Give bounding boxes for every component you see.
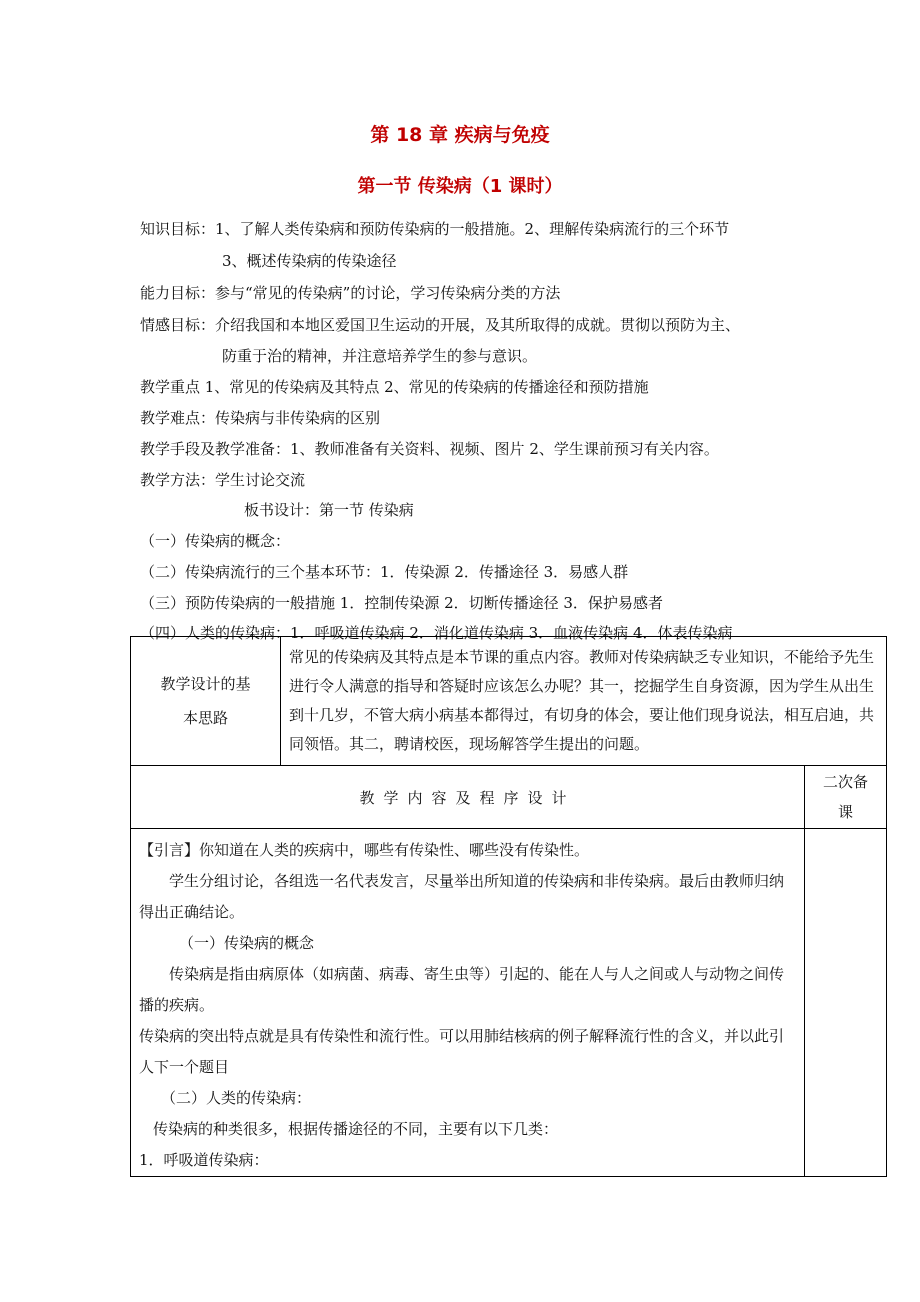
chapter-title: 第 18 章 疾病与免疫 [370, 124, 550, 146]
board-design-heading: 板书设计：第一节 传染病 [244, 501, 414, 519]
board-item-2: （二）传染病流行的三个基本环节：1．传染源 2．传播途径 3．易感人群 [140, 563, 629, 581]
board-item-4: （四）人类的传染病：1．呼吸道传染病 2．消化道传染病 3．血液传染病 4．体表传染病 [140, 624, 733, 642]
board-item-1: （一）传染病的概念： [140, 532, 291, 550]
key-points: 教学重点 1、常见的传染病及其特点 2、常见的传染病的传播途径和预防措施 [140, 378, 649, 396]
content-row [131, 829, 887, 1177]
board-item-3: （三）预防传染病的一般措施 1．控制传染源 2．切断传播途径 3．保护易感者 [140, 594, 663, 612]
types-intro: 传染病的种类很多，根据传播途径的不同，主要有以下几类： [153, 1120, 559, 1138]
respiratory-heading: 1．呼吸道传染病： [139, 1151, 269, 1169]
section-title: 第一节 传染病（1 课时） [357, 176, 563, 197]
content-header: 教学内容及程序设计 [131, 766, 805, 829]
discussion-paragraph: 学生分组讨论，各组选一名代表发言，尽量举出所知道的传染病和非传染病。最后由教师归纳得出正确结论。 [139, 872, 785, 921]
emotion-objective: 情感目标：介绍我国和本地区爱国卫生运动的开展，及其所取得的成就。贯彻以预防为主、 [140, 316, 741, 334]
teaching-method: 教学方法：学生讨论交流 [140, 471, 306, 489]
secondary-prep-cell [805, 829, 887, 1177]
basic-approach-text: 常见的传染病及其特点是本节课的重点内容。教师对传染病缺乏专业知识，不能给予先生进行令人满意的指导和答疑时应该怎么办呢？其一，挖掘学生自身资源，因为学生从出生到十几岁，不管大病小病基本都得过，有切身的体会，要让他们现身说法，相互启迪，共同领悟。其二，聘请校医，现场解答学生提出的问题。 [281, 637, 887, 766]
intro-paragraph: 【引言】你知道在人类的疾病中，哪些有传染性、哪些没有传染性。 [139, 841, 590, 859]
ability-objective: 能力目标：参与“常见的传染病”的讨论，学习传染病分类的方法 [140, 284, 561, 302]
secondary-prep-header: 二次备 课 [805, 766, 887, 829]
knowledge-objective: 知识目标：1、了解人类传染病和预防传染病的一般措施。2、理解传染病流行的三个环节 [140, 220, 730, 238]
definition-paragraph: 传染病是指由病原体（如病菌、病毒、寄生虫等）引起的、能在人与人之间或人与动物之间传播的疾病。 [139, 965, 785, 1014]
basic-approach-row [131, 637, 887, 766]
lesson-table [130, 636, 887, 1177]
knowledge-objective-cont: 3、概述传染病的传染途径 [222, 252, 397, 270]
difficulty: 教学难点：传染病与非传染病的区别 [140, 409, 381, 427]
teaching-tools: 教学手段及教学准备：1、教师准备有关资料、视频、图片 2、学生课前预习有关内容。 [140, 440, 719, 458]
content-body [131, 829, 805, 1177]
types-heading: （二）人类的传染病： [161, 1089, 312, 1107]
feature-paragraph: 传染病的突出特点就是具有传染性和流行性。可以用肺结核病的例子解释流行性的含义，并以此引人下一个题目 [139, 1027, 785, 1076]
concept-heading: （一）传染病的概念 [179, 934, 315, 952]
content-header-row [131, 766, 887, 829]
basic-approach-label: 教学设计的基 本思路 [131, 637, 281, 766]
emotion-objective-cont: 防重于治的精神，并注意培养学生的参与意识。 [222, 347, 538, 365]
